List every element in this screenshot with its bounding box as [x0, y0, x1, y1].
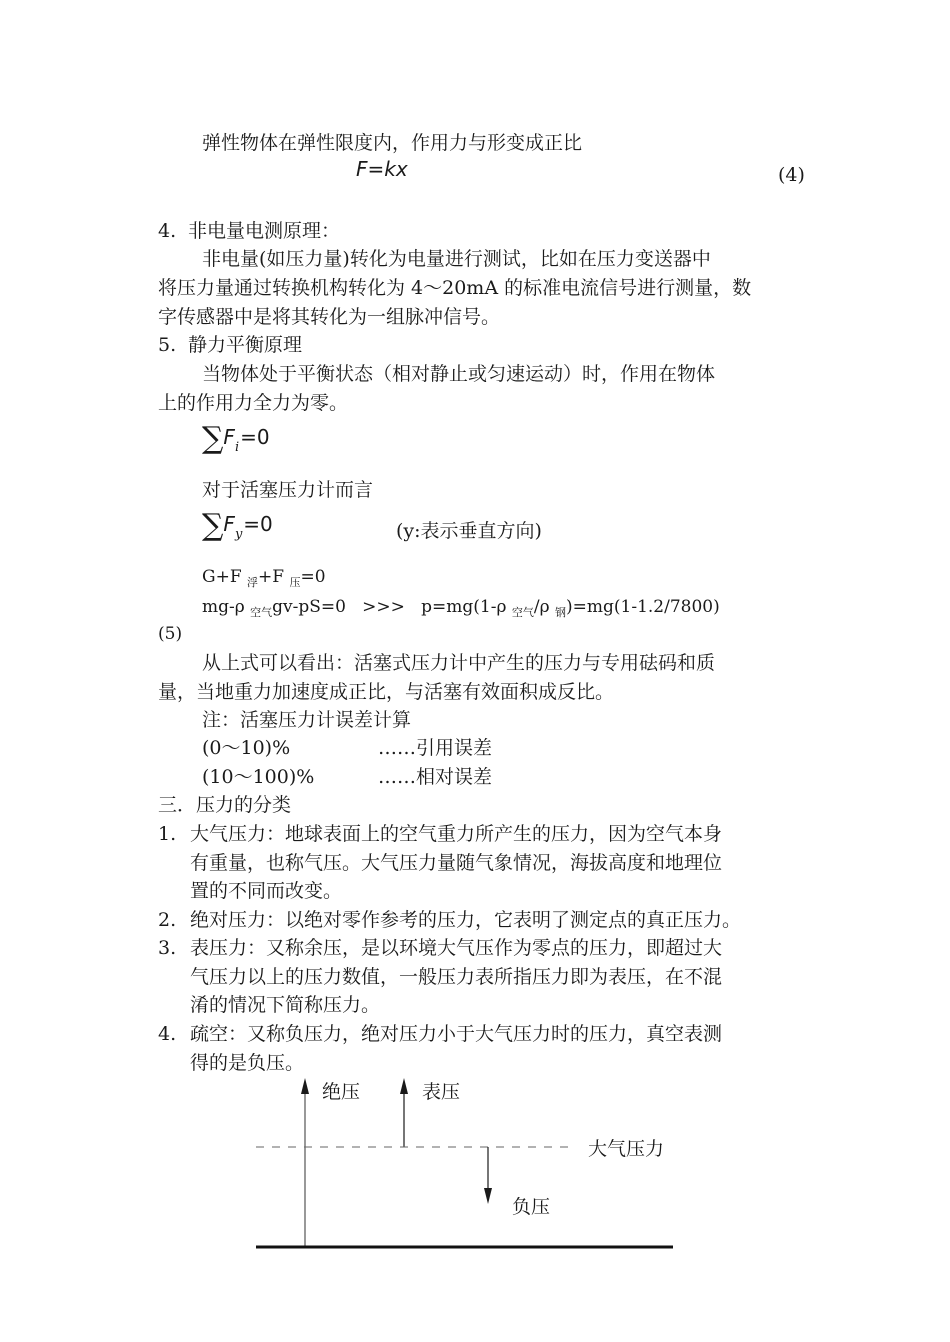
error-range-2: (10～100)%: [202, 766, 315, 788]
section-4-title: 非电量电测原理：: [188, 220, 341, 242]
paragraph-line: 上的作用力全力为零。: [158, 392, 349, 414]
list-item-line: 大气压力：地球表面上的空气重力所产生的压力，因为空气本身: [190, 823, 723, 845]
list-item-line: 气压力以上的压力数值，一般压力表所指压力即为表压，在不混: [190, 966, 723, 988]
list-item-line: 淆的情况下简称压力。: [190, 994, 381, 1016]
section-3-title: 三．压力的分类: [158, 794, 292, 816]
formula-force-balance: G+F $_浮$+F $_压$=0: [202, 567, 326, 589]
list-item-line: 有重量，也称气压。大气压力量随气象情况，海拔高度和地理位: [190, 852, 723, 874]
section-5-title: 静力平衡原理: [188, 334, 303, 356]
error-range-1: (0～10)%: [202, 737, 291, 759]
absolute-arrowhead-icon: [301, 1078, 309, 1094]
text-elastic-law: 弹性物体在弹性限度内，作用力与形变成正比: [202, 132, 583, 154]
list-item-line: 表压力：又称余压，是以环境大气压作为零点的压力，即超过大: [190, 937, 723, 959]
sigma-symbol: ∑: [202, 508, 224, 543]
list-item-line: 得的是负压。: [190, 1052, 305, 1074]
formula-sum-fi: $\sum F_i=0$: [202, 421, 270, 456]
list-item-line: 绝对压力：以绝对零作参考的压力，它表明了测定点的真正压力。: [190, 909, 742, 931]
list-item-line: 疏空：又称负压力，绝对压力小于大气压力时的压力，真空表测: [190, 1023, 723, 1045]
section-4-number: 4.: [158, 220, 177, 242]
formula-sum-fy: $\sum F_y=0$: [202, 508, 273, 543]
equation-number-4: (4): [778, 164, 805, 186]
section-5-number: 5.: [158, 334, 177, 356]
label-gauge-pressure: 表压: [422, 1081, 461, 1103]
error-type-1: ……引用误差: [378, 737, 493, 759]
formula-pressure: mg-ρ $_{空气}$gv-pS=0 >>> p=mg(1-ρ $_{空气}$/ρ $_钢$)=mg(1-1.2/7800): [202, 597, 720, 619]
paragraph-line: 非电量(如压力量)转化为电量进行测试，比如在压力变送器中: [202, 248, 711, 270]
sigma-symbol: ∑: [202, 421, 224, 456]
error-type-2: ……相对误差: [378, 766, 493, 788]
paragraph-line: 量，当地重力加速度成正比，与活塞有效面积成反比。: [158, 681, 615, 703]
text-vertical-note: (y:表示垂直方向): [396, 520, 542, 542]
list-item-line: 置的不同而改变。: [190, 880, 343, 902]
label-atmospheric-pressure: 大气压力: [588, 1138, 665, 1160]
negative-arrowhead-icon: [484, 1188, 492, 1204]
gauge-arrowhead-icon: [400, 1078, 408, 1094]
label-absolute-pressure: 绝压: [322, 1081, 361, 1103]
equation-number-5: (5): [158, 624, 183, 644]
paragraph-line: 将压力量通过转换机构转化为 4～20mA 的标准电流信号进行测量，数: [158, 277, 752, 299]
formula-hooke: F=kx: [356, 157, 408, 181]
paragraph-line: 当物体处于平衡状态（相对静止或匀速运动）时，作用在物体: [202, 363, 716, 385]
paragraph-line: 从上式可以看出：活塞式压力计中产生的压力与专用砝码和质: [202, 652, 716, 674]
note-title: 注：活塞压力计误差计算: [202, 709, 412, 731]
paragraph-line: 字传感器中是将其转化为一组脉冲信号。: [158, 306, 501, 328]
list-item-number: 2.: [158, 909, 177, 931]
text-piston-gauge: 对于活塞压力计而言: [202, 479, 374, 501]
list-item-number: 3.: [158, 937, 177, 959]
label-negative-pressure: 负压: [512, 1196, 551, 1218]
list-item-number: 1.: [158, 823, 177, 845]
list-item-number: 4.: [158, 1023, 177, 1045]
